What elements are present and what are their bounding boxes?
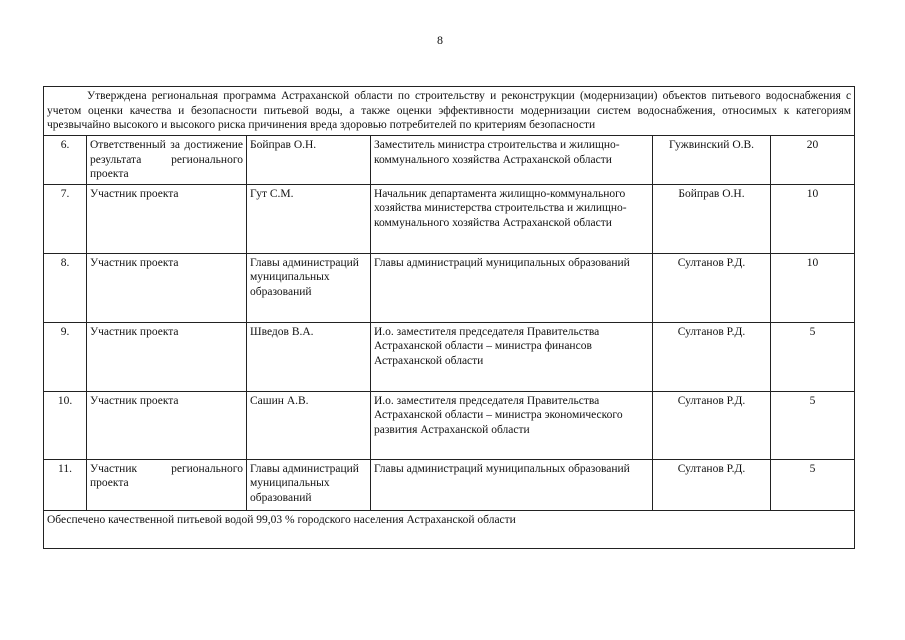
result-footer-text: Обеспечено качественной питьевой водой 99,03 % городского населения Астраханской области (44, 510, 855, 548)
program-header-row (44, 87, 855, 136)
table-row (44, 253, 855, 322)
table-row (44, 391, 855, 459)
result-footer-row (44, 510, 855, 548)
row-number: 7. (44, 184, 87, 253)
direct-supervisor: Султанов Р.Д. (653, 391, 771, 459)
employment-value: 5 (771, 322, 855, 391)
project-role: Участник регионального проекта (87, 459, 247, 510)
row-number: 8. (44, 253, 87, 322)
page-number: 8 (437, 33, 443, 47)
project-role: Участник проекта (87, 184, 247, 253)
person-position: И.о. заместителя председателя Правительства Астраханской области – министра финансов Астраханской области (371, 322, 653, 391)
table-row (44, 459, 855, 510)
person-position: Главы администраций муниципальных образований (371, 253, 653, 322)
row-number: 9. (44, 322, 87, 391)
project-role: Участник проекта (87, 391, 247, 459)
project-role: Ответственный за достижение результата регионального проекта (87, 136, 247, 185)
person-position: Заместитель министра строительства и жилищно-коммунального хозяйства Астраханской области (371, 136, 653, 185)
direct-supervisor: Султанов Р.Д. (653, 253, 771, 322)
table-row (44, 136, 855, 185)
table-row (44, 184, 855, 253)
row-number: 6. (44, 136, 87, 185)
project-role: Участник проекта (87, 253, 247, 322)
employment-value: 10 (771, 253, 855, 322)
table-row (44, 322, 855, 391)
employment-value: 20 (771, 136, 855, 185)
project-role: Участник проекта (87, 322, 247, 391)
direct-supervisor: Султанов Р.Д. (653, 322, 771, 391)
person-position: Главы администраций муниципальных образований (371, 459, 653, 510)
person-name: Сашин А.В. (247, 391, 371, 459)
row-number: 10. (44, 391, 87, 459)
employment-value: 5 (771, 391, 855, 459)
direct-supervisor: Бойправ О.Н. (653, 184, 771, 253)
person-name: Главы администраций муниципальных образований (247, 459, 371, 510)
row-number: 11. (44, 459, 87, 510)
employment-value: 10 (771, 184, 855, 253)
person-name: Бойправ О.Н. (247, 136, 371, 185)
person-name: Шведов В.А. (247, 322, 371, 391)
project-participants-table (43, 86, 855, 549)
employment-value: 5 (771, 459, 855, 510)
person-name: Главы администраций муниципальных образований (247, 253, 371, 322)
direct-supervisor: Гужвинский О.В. (653, 136, 771, 185)
direct-supervisor: Султанов Р.Д. (653, 459, 771, 510)
program-header-text: Утверждена региональная программа Астраханской области по строительству и реконструкции (модернизации) объектов питьевого водоснабжения с учетом оценки качества и безопасности питьевой воды, а также оценки эффективности модернизации систем водоснабжения, относимых к категориям чрезвычайно высокого и высокого риска причинения вреда здоровью потребителей по критериям безопасности (44, 87, 855, 136)
person-position: Начальник департамента жилищно-коммунального хозяйства министерства строительства и жилищно-коммунального хозяйства Астраханской области (371, 184, 653, 253)
person-position: И.о. заместителя председателя Правительства Астраханской области – министра экономического развития Астраханской области (371, 391, 653, 459)
person-name: Гут С.М. (247, 184, 371, 253)
